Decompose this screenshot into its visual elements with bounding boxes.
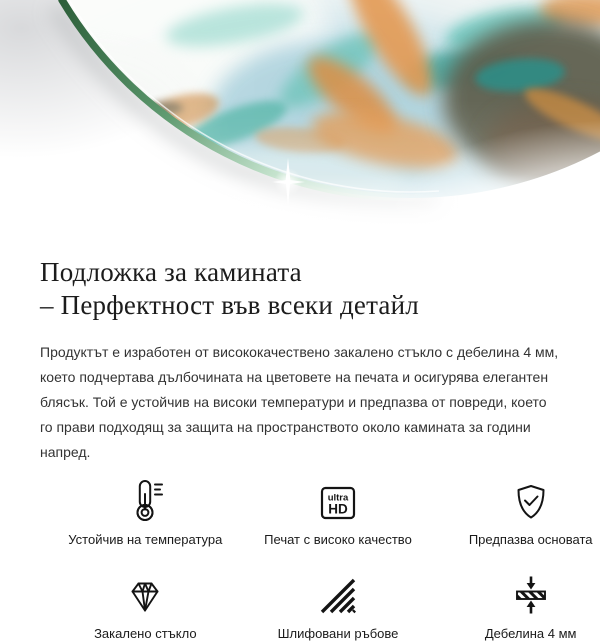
svg-text:HD: HD (328, 501, 348, 517)
polished-edges-icon (318, 573, 358, 615)
feature-label: Шлифовани ръбове (277, 626, 399, 641)
page-title (40, 256, 560, 322)
feature-label: Предпазва основата (468, 532, 593, 548)
glass-pad-illustration (0, 0, 600, 236)
features-grid (49, 479, 600, 641)
feature-label: Устойчив на температура (68, 532, 223, 548)
diamond-icon (125, 573, 165, 615)
page-title-line2: – Перфектност във всеки детайл (40, 290, 419, 321)
feature-high-quality-print (242, 479, 435, 547)
feature-label: Дебелина 4 мм (484, 626, 577, 641)
feature-label: Печат с високо качество (264, 532, 412, 548)
product-info-section (0, 236, 600, 641)
ultra-hd-icon (318, 479, 358, 521)
hero-product-image (0, 0, 600, 236)
feature-label: Закалено стъкло (94, 626, 197, 641)
shield-check-icon (511, 479, 551, 521)
feature-polished-edges (242, 573, 435, 641)
product-description: Продуктът е изработен от висококачествено закалено стъкло с дебелина 4 мм, което подчертава дълбочината на цветовете на печата и осигурява елегантен блясък. Той е устойчив на високи температури и предпазва от повреди, което го прави подходящ за защита на пространството около камината за години напред. (40, 344, 559, 461)
thickness-icon (511, 573, 551, 615)
page-title-line1: Подложка за камината (40, 257, 302, 288)
thermometer-icon (125, 479, 165, 521)
svg-text:ultra: ultra (327, 492, 349, 504)
feature-tempered-glass (49, 573, 242, 641)
feature-temperature-resistant (49, 479, 242, 547)
feature-protects-base (434, 479, 600, 547)
feature-thickness (434, 573, 600, 641)
